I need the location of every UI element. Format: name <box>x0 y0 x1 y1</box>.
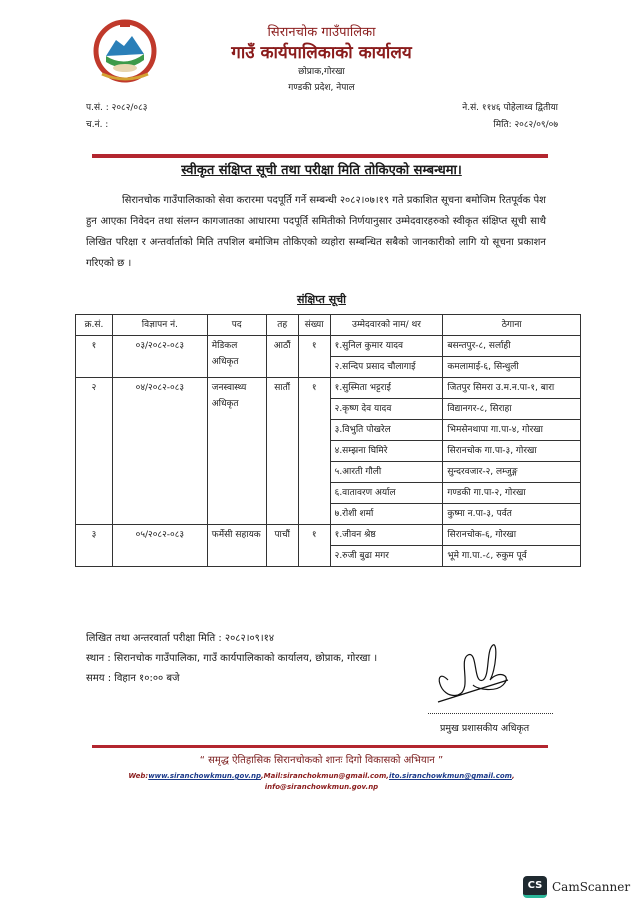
cell-candidate-name: २.सन्दिप प्रसाद चौलागाई <box>330 357 443 378</box>
cell-post: मेडिकल अधिकृत <box>207 336 266 378</box>
camscanner-logo-icon: CS <box>523 876 547 898</box>
footer-contact: Web:www.siranchowkmun.gov.np,Mail:siranchokmun@gmail.com,ito.siranchowkmun@gmail.com, info@siranchowkmun.gov.np <box>0 771 643 793</box>
cell-address: गण्डकी गा.पा-२, गोरखा <box>443 483 581 504</box>
municipality-name: सिरानचोक गाउँपालिका <box>267 25 376 40</box>
cell-candidate-name: ४.सम्झना घिमिरे <box>330 441 443 462</box>
exam-place: स्थान : सिरानचोक गाउँपालिका, गाउँ कार्यपालिकाको कार्यालय, छोप्राक, गोरखा । <box>86 653 378 664</box>
subject-line: स्वीकृत संक्षिप्त सूची तथा परीक्षा मिति तोकिएको सम्बन्धमा। <box>181 163 462 178</box>
header-divider <box>92 154 548 158</box>
email-1[interactable]: siranchokmun@gmail.com <box>282 772 387 780</box>
cell-address: सिरानचोक गा.पा-३, गोरखा <box>443 441 581 462</box>
header-level: तह <box>266 315 298 336</box>
header-count: संख्या <box>298 315 330 336</box>
cell-address: भिमसेनथापा गा.पा-४, गोरखा <box>443 420 581 441</box>
cell-candidate-name: २.रुजी बुढा मगर <box>330 546 443 567</box>
signature-line <box>428 713 553 714</box>
header-ad-no: विज्ञापन नं. <box>112 315 207 336</box>
camscanner-watermark <box>523 876 630 898</box>
cell-candidate-name: ३.विभुति पोखरेल <box>330 420 443 441</box>
website-link[interactable]: www.siranchowkmun.gov.np <box>148 772 261 780</box>
cell-candidate-name: १.सुस्मिता भट्टराई <box>330 378 443 399</box>
nepal-sambat-date: ने.सं. ११४६ पोहेलाथ्व द्वितीया <box>462 103 558 113</box>
cell-address: बसन्तपुर-८, सर्लाही <box>443 336 581 357</box>
cell-level: सातौं <box>266 378 298 525</box>
cell-level: पाचौं <box>266 525 298 567</box>
reference-number: प.सं. : २०८२/०८३ <box>86 103 148 113</box>
cell-address: भूमे गा.पा.-८, रुकुम पूर्व <box>443 546 581 567</box>
cell-candidate-name: ७.रोशी शर्मा <box>330 504 443 525</box>
list-title: संक्षिप्त सूची <box>297 293 346 306</box>
exam-details <box>86 629 377 689</box>
cell-count: १ <box>298 525 330 567</box>
cell-address: विद्यानगर-८, सिराहा <box>443 399 581 420</box>
cell-address: कुष्मा न.पा-३, पर्वत <box>443 504 581 525</box>
shortlist-table <box>75 314 581 567</box>
cell-post: जनस्वास्थ्य अधिकृत <box>207 378 266 525</box>
signer-title: प्रमुख प्रशासकीय अधिकृत <box>440 723 530 734</box>
email-2[interactable]: ito.siranchowkmun@gmail.com <box>388 772 512 780</box>
header-post: पद <box>207 315 266 336</box>
letter-date: मिति: २०८२/०९/०७ <box>493 120 558 130</box>
cell-count: १ <box>298 378 330 525</box>
notice-body: सिरानचोक गाउँपालिकाको सेवा करारमा पदपूर्ति गर्ने सम्बन्धी २०८२।०७।१९ गते प्रकाशित सूचना बमोजिम रितपूर्वक पेश हुन आएका निवेदन तथा संलग्न कागजातका आधारमा पदपूर्ति समितीको निर्णयानुसार उम्मेदवारहरुको स्वीकृत संक्षिप्त सूची साथै लिखित परिक्षा र अन्तर्वार्ताको मिति तपशिल बमोजिम तोकिएको व्यहोरा सम्बन्धित सबैको जानकारीको लागि यो सूचना प्रकाशन गरिएको छ । <box>86 195 546 269</box>
cell-address: कमलामाई-६, सिन्धुली <box>443 357 581 378</box>
header-sn: क्र.सं. <box>76 315 113 336</box>
cell-sn: ३ <box>76 525 113 567</box>
province-country: गण्डकी प्रदेश, नेपाल <box>288 83 355 93</box>
table-row <box>76 336 581 357</box>
dispatch-number: च.नं. : <box>86 120 109 130</box>
cell-sn: २ <box>76 378 113 525</box>
web-label: Web: <box>128 772 149 780</box>
table-row <box>76 525 581 546</box>
header-candidate-name: उम्मेदवारको नाम/ थर <box>330 315 443 336</box>
cell-level: आठौं <box>266 336 298 378</box>
cell-address: सिरानचोक-६, गोरखा <box>443 525 581 546</box>
footer-divider <box>92 745 548 748</box>
cell-count: १ <box>298 336 330 378</box>
cell-post: फर्मेसी सहायक <box>207 525 266 567</box>
email-3[interactable]: info@siranchowkmun.gov.np <box>264 783 379 791</box>
header-address: ठेगाना <box>443 315 581 336</box>
exam-time: समय : विहान १०:०० बजे <box>86 673 180 684</box>
cell-address: सुन्दरवजार-२, लम्जुङ्ग <box>443 462 581 483</box>
cell-candidate-name: ५.आरती गौली <box>330 462 443 483</box>
signature-icon <box>428 640 518 710</box>
footer-slogan: “ समृद्ध ऐतिहासिक सिरानचोकको शानः दिगो विकासको अभियान ” <box>199 755 444 766</box>
table-row <box>76 378 581 399</box>
table-header-row <box>76 315 581 336</box>
cell-ad-no: ०३/२०८२-०८३ <box>112 336 207 378</box>
camscanner-label: CamScanner <box>552 880 631 894</box>
cell-sn: १ <box>76 336 113 378</box>
cell-candidate-name: १.जीवन श्रेष्ठ <box>330 525 443 546</box>
office-address: छोप्राक,गोरखा <box>298 67 345 77</box>
cell-ad-no: ०४/२०८२-०८३ <box>112 378 207 525</box>
office-name: गाउँ कार्यपालिकाको कार्यालय <box>231 43 412 63</box>
mail-label: ,Mail: <box>261 772 283 780</box>
cell-candidate-name: २.कृष्ण देव यादव <box>330 399 443 420</box>
cell-candidate-name: १.सुनिल कुमार यादव <box>330 336 443 357</box>
cell-ad-no: ०५/२०८२-०८३ <box>112 525 207 567</box>
exam-date: लिखित तथा अन्तरवार्ता परीक्षा मिति : २०८२।०९।१४ <box>86 633 275 644</box>
cell-address: जितपुर सिमरा उ.म.न.पा-१, बारा <box>443 378 581 399</box>
cell-candidate-name: ६.वातावरण अर्याल <box>330 483 443 504</box>
